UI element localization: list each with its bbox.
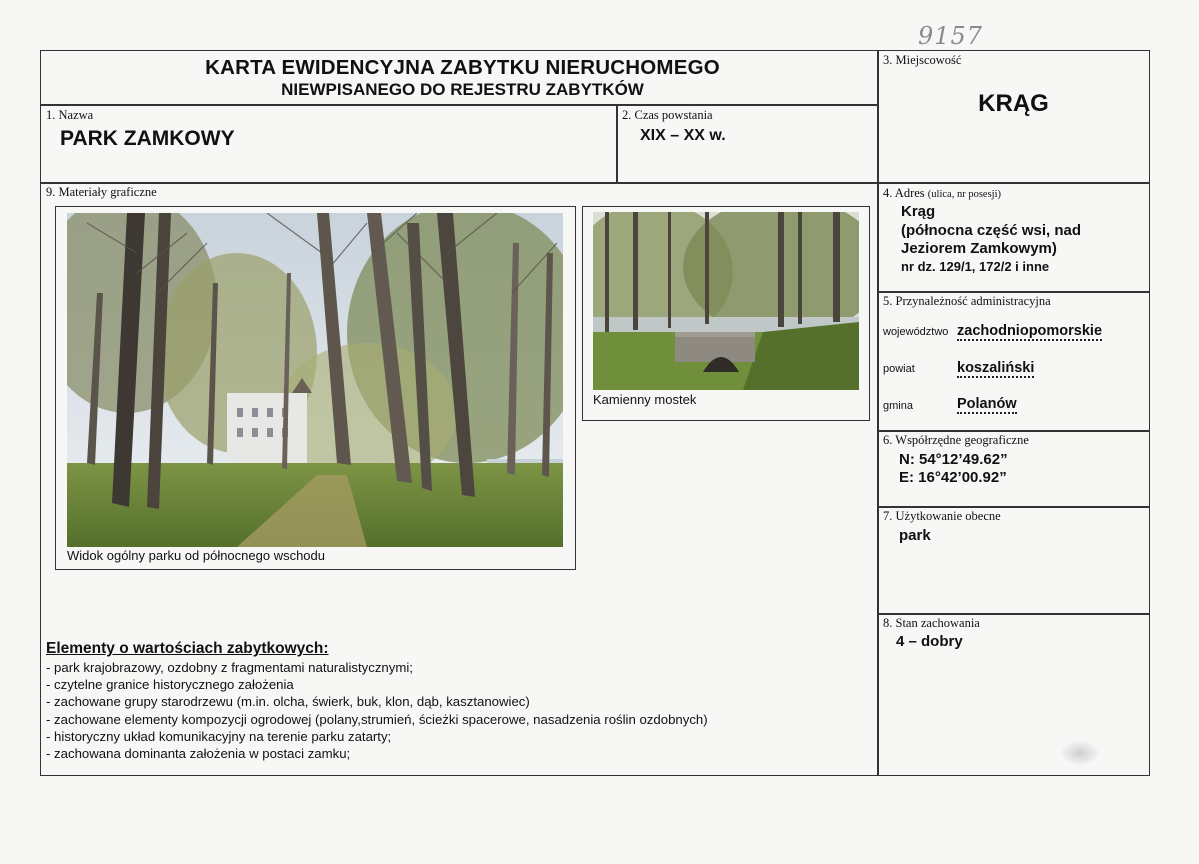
- field-uzytkowanie-value: park: [899, 527, 931, 544]
- list-item: - zachowana dominanta założenia w postaci zamku;: [46, 746, 351, 762]
- field-administracja-label: 5. Przynależność administracyjna: [883, 294, 1051, 308]
- bridge-photo-caption: Kamienny mostek: [593, 392, 697, 407]
- field-adres-label-main: 4. Adres: [883, 186, 925, 200]
- field-stan-label: 8. Stan zachowania: [883, 616, 980, 630]
- elements-list: [46, 659, 708, 762]
- adres-line-1: Krąg: [901, 203, 936, 220]
- park-landscape-image: [67, 213, 563, 547]
- paper-stain: [1060, 740, 1100, 766]
- list-item: - zachowane grupy starodrzewu (m.in. olcha, świerk, buk, klon, dąb, kasztanowiec): [46, 694, 530, 710]
- gmina-label: gmina: [883, 400, 913, 412]
- main-photo: [67, 213, 563, 547]
- coordinate-e: E: 16°42’00.92”: [899, 469, 1007, 486]
- list-item: - historyczny układ komunikacyjny na terenie parku zatarty;: [46, 728, 392, 744]
- card-title: KARTA EWIDENCYJNA ZABYTKU NIERUCHOMEGO: [205, 56, 720, 79]
- field-czas-label: 2. Czas powstania: [622, 108, 713, 122]
- handwritten-number: 9157: [918, 22, 984, 50]
- list-item: - czytelne granice historycznego założenia: [46, 677, 294, 693]
- list-item: - zachowane elementy kompozycji ogrodowej (polany,strumień, ścieżki spacerowe, nasadzenia roślin ozdobnych): [46, 711, 708, 727]
- field-stan-value: 4 – dobry: [896, 633, 963, 650]
- field-nazwa-value: PARK ZAMKOWY: [60, 127, 235, 150]
- powiat-value: koszaliński: [957, 360, 1035, 376]
- wojewodztwo-label: województwo: [883, 326, 949, 338]
- gmina-value: Polanów: [957, 396, 1017, 412]
- elements-heading: Elementy o wartościach zabytkowych:: [46, 640, 329, 657]
- field-materialy-label: 9. Materiały graficzne: [46, 185, 157, 199]
- adres-line-4: nr dz. 129/1, 172/2 i inne: [901, 259, 1050, 274]
- main-photo-caption: Widok ogólny parku od północnego wschodu: [67, 548, 326, 563]
- powiat-label: powiat: [883, 363, 915, 375]
- field-uzytkowanie-label: 7. Użytkowanie obecne: [883, 509, 1001, 523]
- card-subtitle: NIEWPISANEGO DO REJESTRU ZABYTKÓW: [281, 80, 644, 99]
- field-nazwa-label: 1. Nazwa: [46, 108, 94, 122]
- bridge-photo: [593, 212, 859, 390]
- adres-line-2: (północna część wsi, nad: [901, 222, 1082, 239]
- field-wspolrzedne-label: 6. Współrzędne geograficzne: [883, 433, 1029, 447]
- field-adres-label: [883, 186, 1001, 201]
- coordinate-n: N: 54°12’49.62”: [899, 451, 1008, 468]
- field-adres-label-note: (ulica, nr posesji): [927, 189, 1001, 200]
- stone-bridge-image: [593, 212, 859, 390]
- wojewodztwo-value: zachodniopomorskie: [957, 323, 1103, 339]
- field-miejscowosc-value: KRĄG: [978, 90, 1049, 117]
- field-czas-value: XIX – XX w.: [640, 127, 726, 144]
- adres-line-3: Jeziorem Zamkowym): [901, 240, 1057, 257]
- field-miejscowosc-label: 3. Miejscowość: [883, 53, 962, 67]
- list-item: - park krajobrazowy, ozdobny z fragmentami naturalistycznymi;: [46, 660, 413, 675]
